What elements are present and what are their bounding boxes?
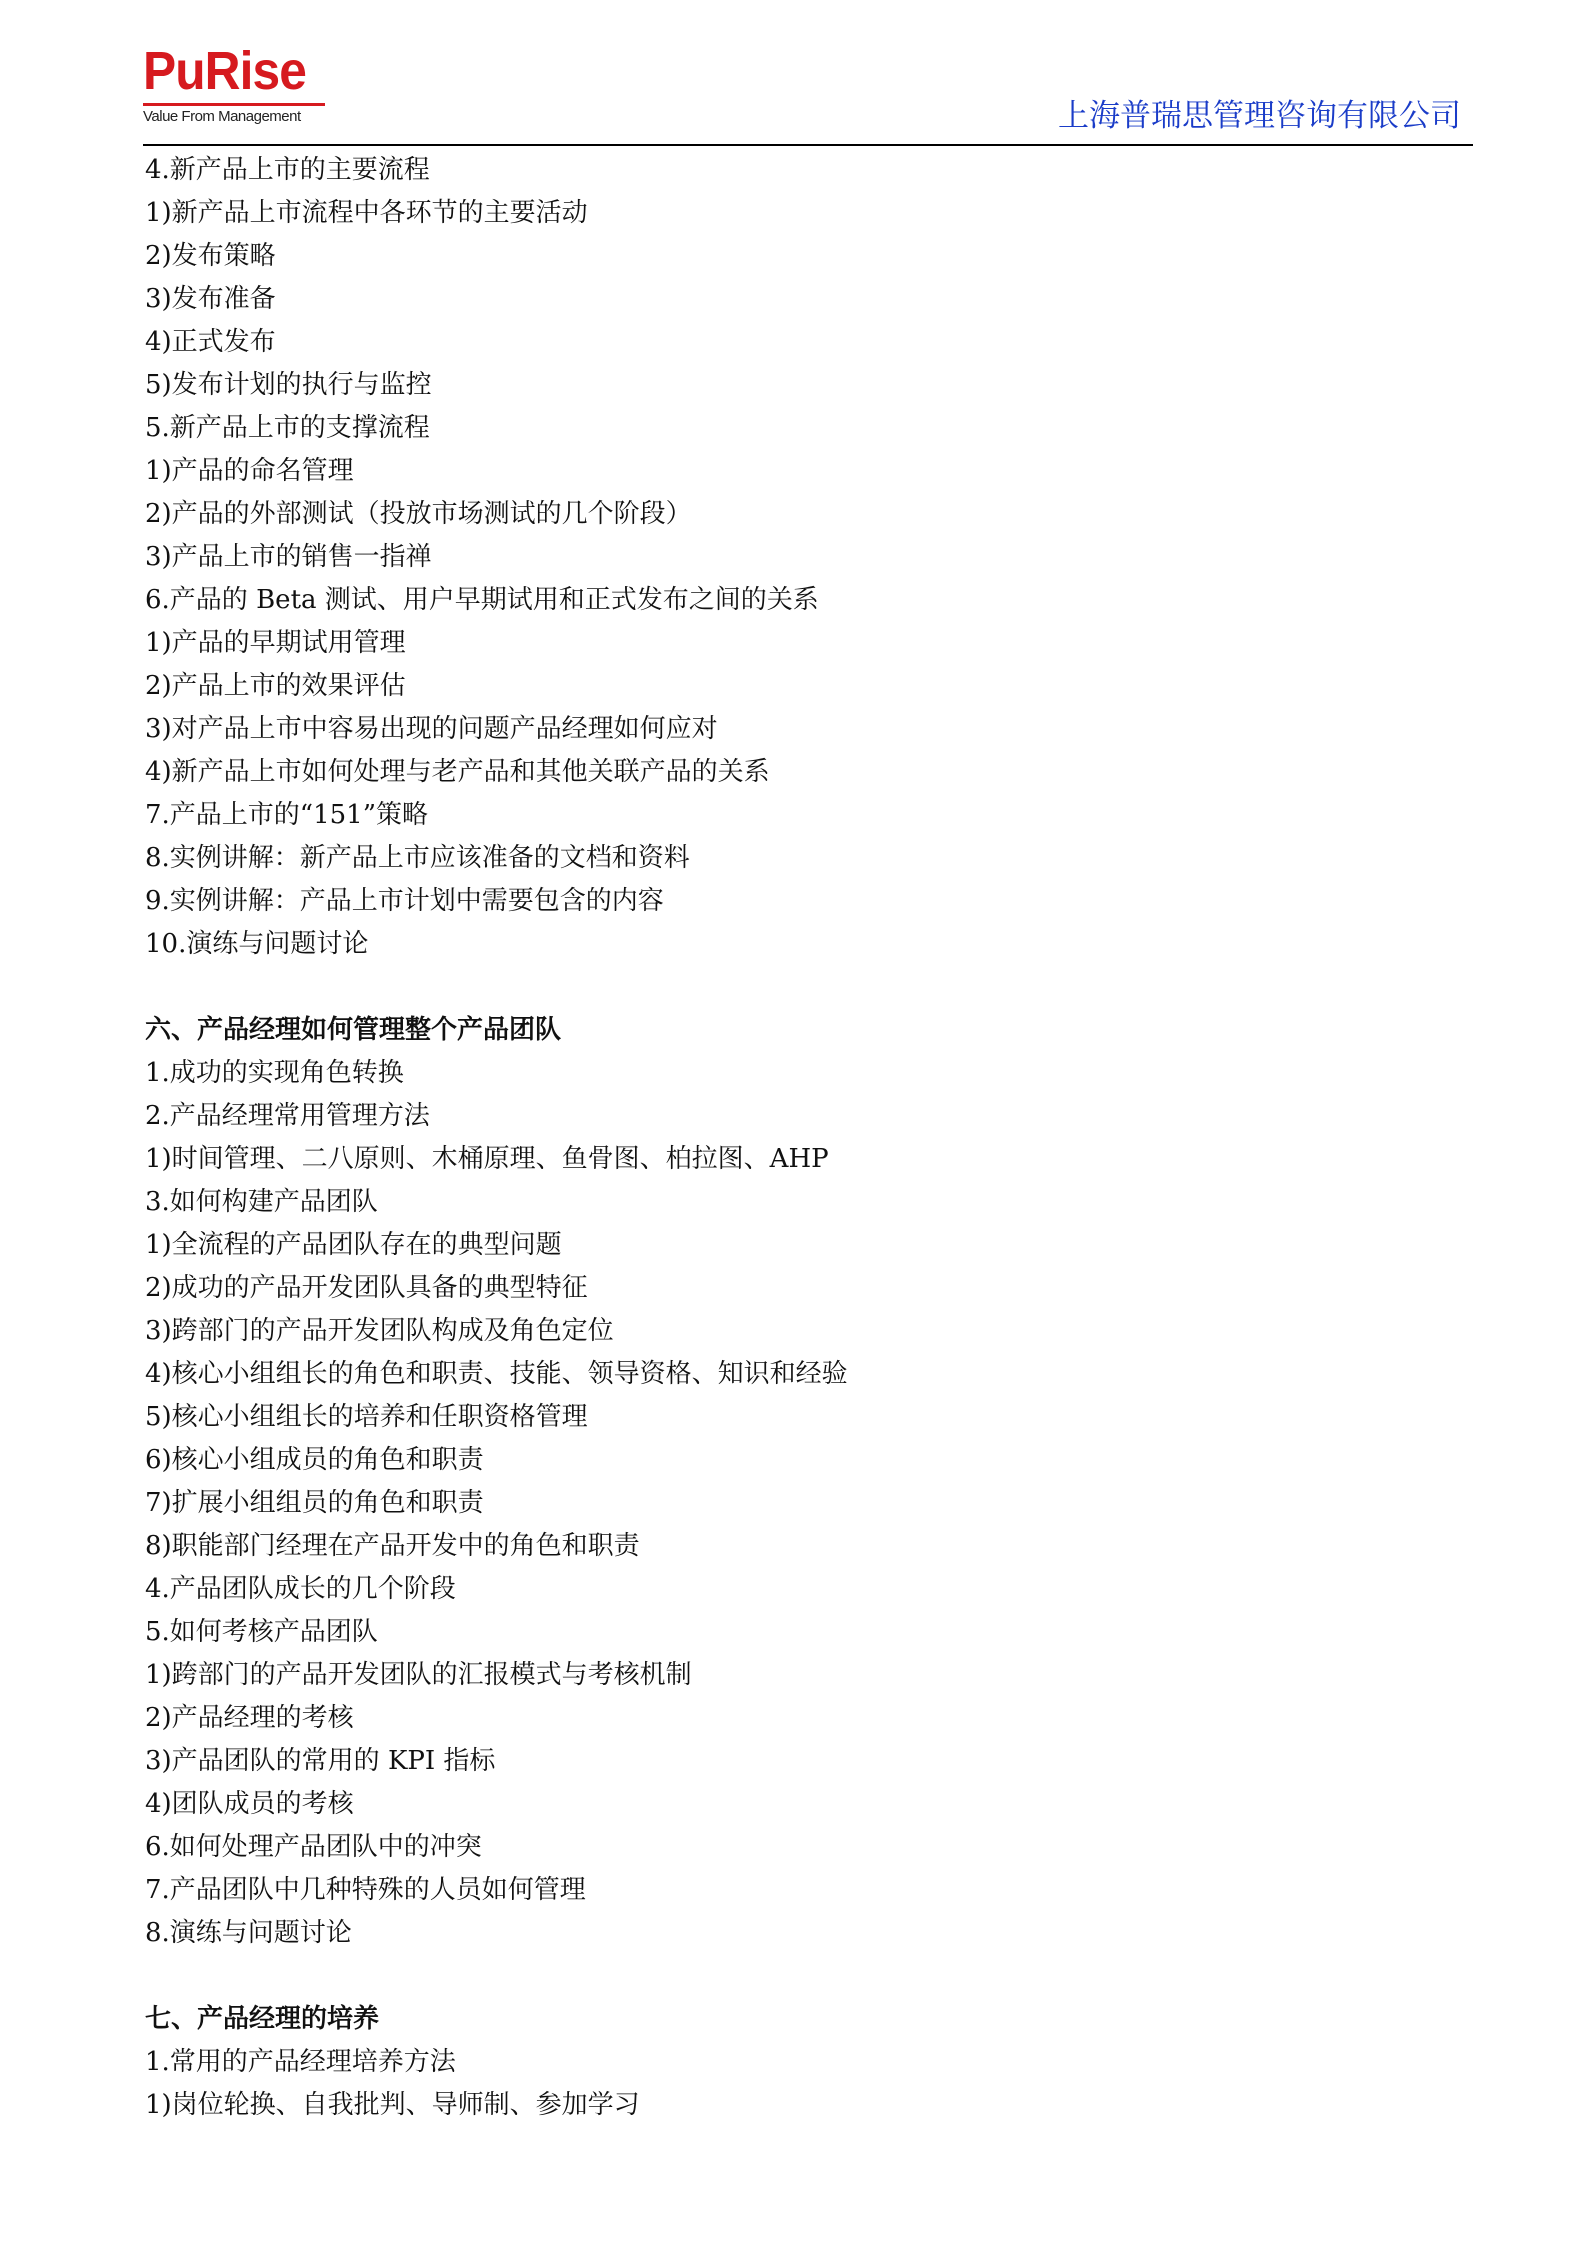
outline-item: 8.演练与问题讨论 xyxy=(145,1918,352,1948)
outline-item: 8.实例讲解：新产品上市应该准备的文档和资料 xyxy=(145,843,690,873)
outline-item: 2)产品的外部测试（投放市场测试的几个阶段） xyxy=(145,499,692,529)
outline-item: 3)产品团队的常用的 KPI 指标 xyxy=(145,1746,496,1776)
outline-item: 1)全流程的产品团队存在的典型问题 xyxy=(145,1230,562,1260)
outline-item: 6)核心小组成员的角色和职责 xyxy=(145,1445,484,1475)
outline-item: 7)扩展小组组员的角色和职责 xyxy=(145,1488,484,1518)
blank-line xyxy=(145,1955,1475,1998)
section-heading: 六、产品经理如何管理整个产品团队 xyxy=(145,1015,562,1045)
blank-line xyxy=(145,966,1475,1009)
outline-item: 2)成功的产品开发团队具备的典型特征 xyxy=(145,1273,588,1303)
outline-item: 4.产品团队成长的几个阶段 xyxy=(145,1574,456,1604)
outline-item: 2)产品上市的效果评估 xyxy=(145,671,406,701)
outline-item: 9.实例讲解：产品上市计划中需要包含的内容 xyxy=(145,886,664,916)
outline-item: 5)核心小组组长的培养和任职资格管理 xyxy=(145,1402,588,1432)
outline-item: 1.成功的实现角色转换 xyxy=(145,1058,404,1088)
outline-item: 1)产品的命名管理 xyxy=(145,456,354,486)
outline-item: 2)发布策略 xyxy=(145,241,276,271)
outline-item: 5.如何考核产品团队 xyxy=(145,1617,378,1647)
outline-item: 4)团队成员的考核 xyxy=(145,1789,354,1819)
outline-item: 3)对产品上市中容易出现的问题产品经理如何应对 xyxy=(145,714,718,744)
outline-item: 3)产品上市的销售一指禅 xyxy=(145,542,432,572)
outline-item: 3.如何构建产品团队 xyxy=(145,1187,378,1217)
logo-underline xyxy=(143,103,325,106)
section-heading: 七、产品经理的培养 xyxy=(145,2004,380,2034)
company-name: 上海普瑞思管理咨询有限公司 xyxy=(1058,98,1461,134)
outline-item: 1)时间管理、二八原则、木桶原理、鱼骨图、柏拉图、AHP xyxy=(145,1144,829,1174)
outline-item: 10.演练与问题讨论 xyxy=(145,929,369,959)
document-body xyxy=(145,149,1475,2127)
outline-item: 5.新产品上市的支撑流程 xyxy=(145,413,430,443)
outline-item: 4)核心小组组长的角色和职责、技能、领导资格、知识和经验 xyxy=(145,1359,848,1389)
outline-item: 4)新产品上市如何处理与老产品和其他关联产品的关系 xyxy=(145,757,770,787)
outline-item: 3)跨部门的产品开发团队构成及角色定位 xyxy=(145,1316,614,1346)
logo-wordmark: PuRise xyxy=(143,41,306,101)
outline-item: 8)职能部门经理在产品开发中的角色和职责 xyxy=(145,1531,640,1561)
outline-item: 1)岗位轮换、自我批判、导师制、参加学习 xyxy=(145,2090,640,2120)
page-header xyxy=(143,40,1473,146)
outline-item: 7.产品团队中几种特殊的人员如何管理 xyxy=(145,1875,586,1905)
outline-item: 6.如何处理产品团队中的冲突 xyxy=(145,1832,482,1862)
outline-item: 4.新产品上市的主要流程 xyxy=(145,155,430,185)
outline-item: 3)发布准备 xyxy=(145,284,276,314)
outline-item: 1)产品的早期试用管理 xyxy=(145,628,406,658)
outline-item: 6.产品的 Beta 测试、用户早期试用和正式发布之间的关系 xyxy=(145,585,819,615)
outline-item: 4)正式发布 xyxy=(145,327,276,357)
outline-item: 1.常用的产品经理培养方法 xyxy=(145,2047,456,2077)
outline-item: 1)跨部门的产品开发团队的汇报模式与考核机制 xyxy=(145,1660,692,1690)
purise-logo xyxy=(143,40,323,130)
outline-item: 5)发布计划的执行与监控 xyxy=(145,370,432,400)
logo-tagline: Value From Management xyxy=(143,108,301,125)
outline-item: 1)新产品上市流程中各环节的主要活动 xyxy=(145,198,588,228)
outline-item: 7.产品上市的“151”策略 xyxy=(145,800,429,830)
outline-item: 2.产品经理常用管理方法 xyxy=(145,1101,430,1131)
outline-item: 2)产品经理的考核 xyxy=(145,1703,354,1733)
